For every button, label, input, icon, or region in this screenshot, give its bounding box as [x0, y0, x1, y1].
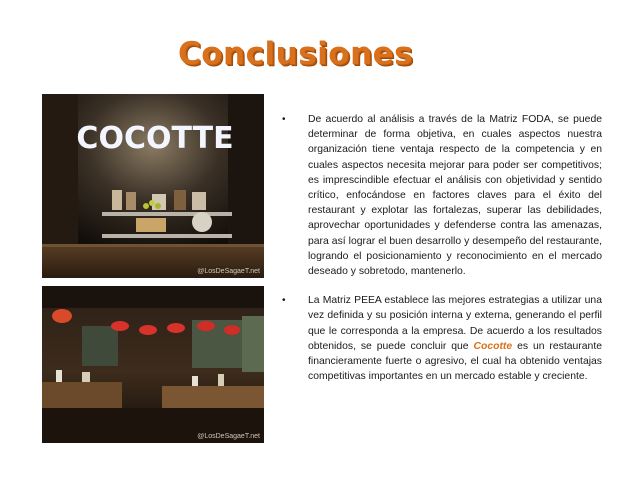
photo-watermark: @LosDeSagaeT.net — [197, 433, 260, 440]
bullet-text: De acuerdo al análisis a través de la Matriz FODA, se puede determinar de forma objetiva, en cuales aspectos nuestra organización tiene ventaja respecto de la competencia y en cuales aspectos necesita mejorar para poder ser competitivos; es imprescindible efectuar el análisis con objetividad y sentido crítico, enfocándose en factores claves para el éxito del restaurant y explotar las fortalezas, superar las debilidades, aprovechar oportunidades y defenderse contra las amenazas, para así lograr el buen desarrollo y desempeño del restaurante, logrando el posicionamiento y reconocimiento en el mercado deseado y sobretodo, mantenerlo. — [308, 114, 602, 278]
photo-watermark: @LosDeSagaeT.net — [197, 268, 260, 275]
cocotte-sign-photo — [42, 94, 264, 278]
restaurant-name-highlight: Cocotte — [473, 340, 513, 352]
bullet-text-before: La Matriz PEEA establece las mejores estrategias a utilizar una vez definida y su posición interna y externa, generando el perfil que le corresponda a la empresa. De acuerdo a los resultados obtenidos, se puede concluir que — [308, 295, 602, 352]
slide-title: Conclusiones — [178, 36, 414, 72]
conclusion-peea — [280, 293, 602, 384]
conclusion-foda — [280, 112, 602, 279]
restaurant-interior-photo — [42, 286, 264, 443]
conclusions-list — [280, 112, 602, 398]
bullet-text-after: es un restaurante financieramente fuerte o agresivo, el cual ha obtenido ventajas competitivas importantes en un mercado estable y creciente. — [308, 340, 602, 383]
bullet-icon: • — [282, 114, 286, 125]
cocotte-sign-text: COCOTTE — [76, 121, 234, 156]
bullet-icon: • — [282, 295, 286, 307]
